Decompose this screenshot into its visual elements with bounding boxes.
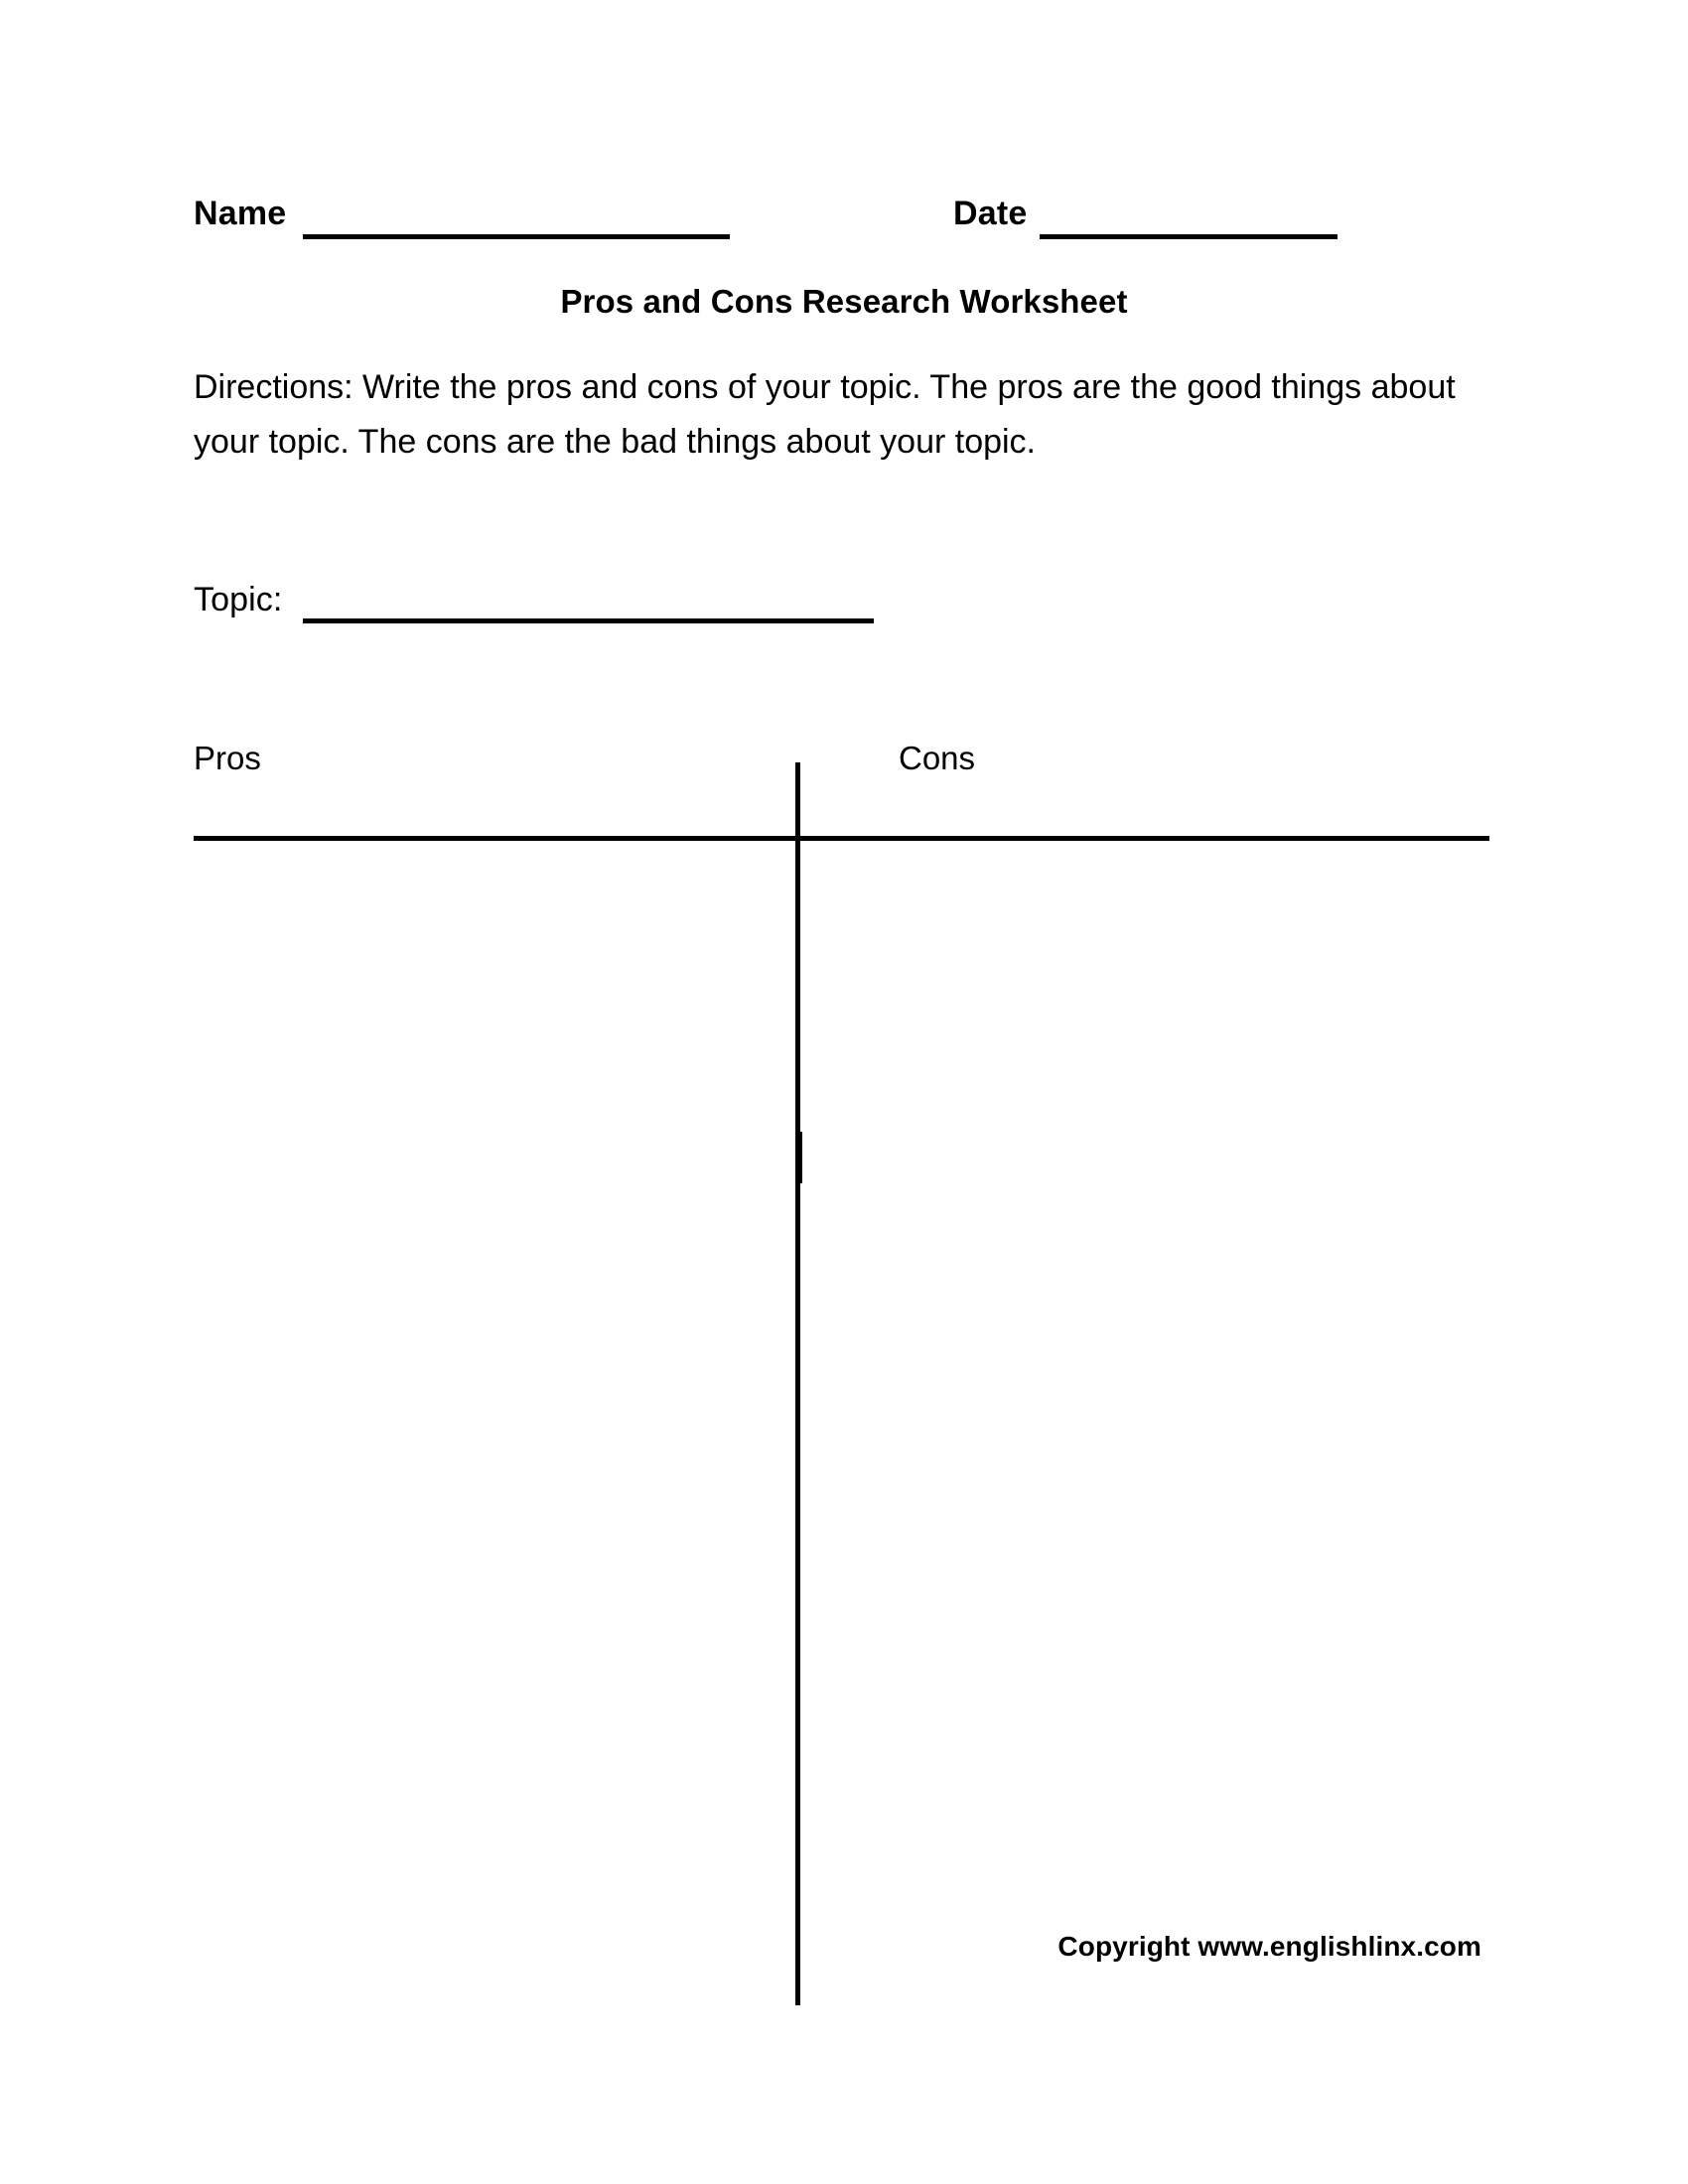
date-blank-line[interactable]	[1040, 234, 1337, 239]
directions-text: Directions: Write the pros and cons of your topic. The pros are the good things about your topic. The cons are the bad things about your topic.	[194, 368, 1456, 461]
topic-blank-line[interactable]	[303, 618, 874, 623]
name-label: Name	[194, 195, 287, 232]
page-title: Pros and Cons Research Worksheet	[560, 283, 1128, 320]
name-blank-line[interactable]	[303, 234, 730, 239]
column-header-rule	[194, 836, 1489, 841]
column-divider-line-upper	[795, 762, 800, 1132]
pros-column-heading: Pros	[194, 740, 261, 776]
cons-column-heading: Cons	[899, 740, 976, 776]
column-divider-line-lower	[795, 1183, 800, 2005]
cons-writing-area[interactable]	[804, 844, 1489, 2000]
pros-writing-area[interactable]	[199, 844, 789, 2000]
topic-label: Topic:	[194, 581, 283, 618]
date-label: Date	[953, 195, 1028, 232]
column-divider-line-middle	[795, 1132, 802, 1183]
copyright-notice: Copyright www.englishlinx.com	[1057, 1931, 1481, 1962]
